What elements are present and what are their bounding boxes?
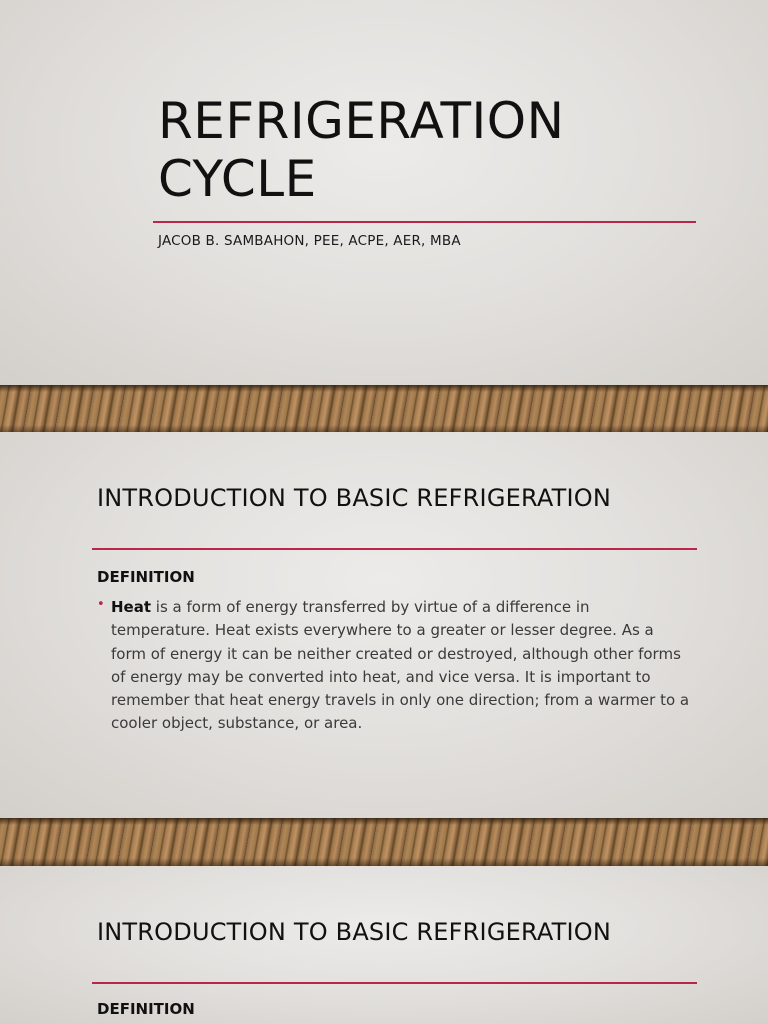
- intro-slide-definition: [0, 866, 768, 1024]
- cover-divider: [153, 221, 696, 223]
- bullet-marker-icon: •: [97, 597, 105, 612]
- slide-title: INTRODUCTION TO BASIC REFRIGERATION: [97, 484, 612, 512]
- intro-slide-definition-heat: [0, 432, 768, 818]
- wood-floor-divider: [0, 385, 768, 433]
- slide-title: INTRODUCTION TO BASIC REFRIGERATION: [97, 918, 612, 946]
- section-heading: DEFINITION: [97, 568, 195, 586]
- bullet-text: [111, 596, 693, 736]
- bullet-term: Heat: [111, 598, 152, 616]
- title-divider: [92, 548, 697, 550]
- cover-author: JACOB B. SAMBAHON, PEE, ACPE, AER, MBA: [158, 233, 461, 249]
- bullet-item: [97, 596, 693, 736]
- wood-floor-divider: [0, 818, 768, 866]
- cover-slide: [0, 0, 768, 385]
- cover-title-line2: CYCLE: [158, 150, 317, 208]
- title-divider: [92, 982, 697, 984]
- section-heading: DEFINITION: [97, 1000, 195, 1018]
- cover-title-line1: REFRIGERATION: [158, 92, 565, 150]
- bullet-body: is a form of energy transferred by virtue of a difference in temperature. Heat exists everywhere to a greater or lesser degree. As a form of energy it can be neither created or destroyed, although other forms of energy may be converted into heat, and vice versa. It is important to remember that heat energy travels in only one direction; from a warmer to a cooler object, substance, or area.: [111, 598, 690, 733]
- cover-title: [158, 92, 565, 208]
